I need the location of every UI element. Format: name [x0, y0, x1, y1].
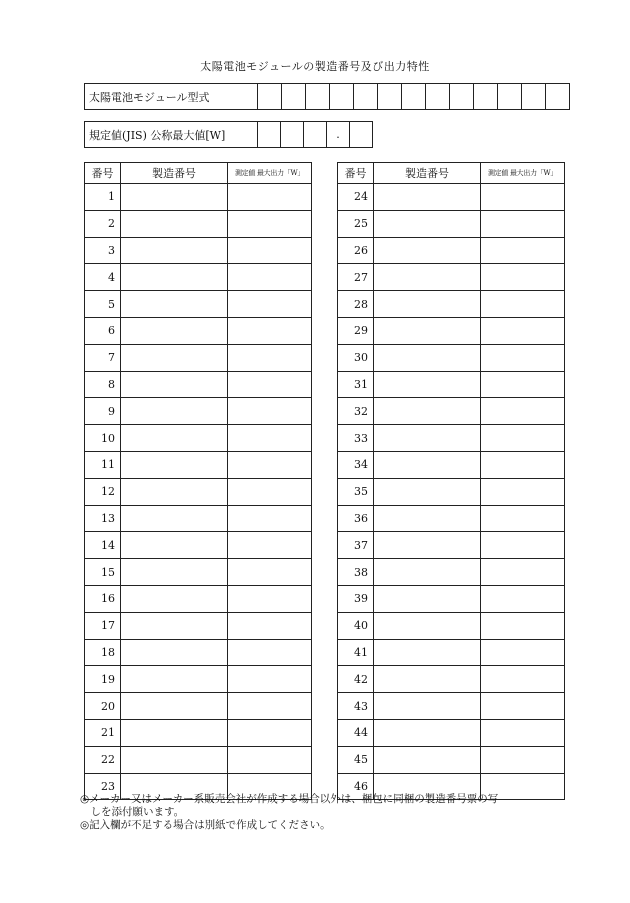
document-title: 太陽電池モジュールの製造番号及び出力特性 — [200, 60, 430, 73]
measured-power-cell[interactable] — [228, 559, 312, 586]
measured-power-cell[interactable] — [481, 478, 565, 505]
measured-power-cell[interactable] — [481, 532, 565, 559]
serial-number-cell[interactable] — [374, 532, 481, 559]
table-row — [85, 693, 312, 720]
model-char-box[interactable] — [282, 84, 306, 110]
measured-power-cell[interactable] — [481, 585, 565, 612]
module-model-table — [84, 83, 570, 110]
rated-decimal-point: . — [327, 122, 350, 148]
measured-power-cell[interactable] — [228, 585, 312, 612]
table-row — [338, 719, 565, 746]
measured-power-cell[interactable] — [228, 425, 312, 452]
row-number: 4 — [85, 264, 121, 291]
header-power: 測定値 最大出力「W」 — [228, 163, 312, 184]
table-row — [338, 291, 565, 318]
serial-number-cell[interactable] — [121, 398, 228, 425]
serial-number-cell[interactable] — [121, 184, 228, 211]
measured-power-cell[interactable] — [481, 317, 565, 344]
table-row — [85, 746, 312, 773]
serial-number-cell[interactable] — [121, 746, 228, 773]
row-number: 33 — [338, 425, 374, 452]
rated-value-label: 規定値(JIS) 公称最大値[W] — [85, 122, 258, 148]
row-number: 20 — [85, 693, 121, 720]
row-number: 12 — [85, 478, 121, 505]
table-row — [85, 317, 312, 344]
table-row — [85, 478, 312, 505]
row-number: 18 — [85, 639, 121, 666]
header-number: 番号 — [85, 163, 121, 184]
serial-number-cell[interactable] — [374, 398, 481, 425]
serial-number-cell[interactable] — [374, 478, 481, 505]
serial-number-cell[interactable] — [374, 505, 481, 532]
row-number: 30 — [338, 344, 374, 371]
model-char-box[interactable] — [498, 84, 522, 110]
row-number: 11 — [85, 451, 121, 478]
row-number: 2 — [85, 210, 121, 237]
row-number: 43 — [338, 693, 374, 720]
row-number: 25 — [338, 210, 374, 237]
serial-number-cell[interactable] — [121, 210, 228, 237]
row-number: 46 — [338, 773, 374, 800]
model-char-box[interactable] — [354, 84, 378, 110]
row-number: 17 — [85, 612, 121, 639]
row-number: 44 — [338, 719, 374, 746]
model-char-box[interactable] — [402, 84, 426, 110]
header-serial: 製造番号 — [374, 163, 481, 184]
measured-power-cell[interactable] — [228, 451, 312, 478]
row-number: 32 — [338, 398, 374, 425]
serial-number-cell[interactable] — [374, 559, 481, 586]
serial-number-cell[interactable] — [121, 478, 228, 505]
measured-power-cell[interactable] — [481, 184, 565, 211]
table-row — [85, 559, 312, 586]
row-number: 23 — [85, 773, 121, 800]
table-row — [85, 425, 312, 452]
row-number: 7 — [85, 344, 121, 371]
row-number: 3 — [85, 237, 121, 264]
table-row — [85, 532, 312, 559]
measured-power-cell[interactable] — [481, 210, 565, 237]
row-number: 6 — [85, 317, 121, 344]
serial-number-cell[interactable] — [374, 746, 481, 773]
table-row — [85, 264, 312, 291]
table-row — [85, 210, 312, 237]
table-row — [338, 746, 565, 773]
rated-value-table — [84, 121, 373, 148]
measured-power-cell[interactable] — [228, 666, 312, 693]
serial-number-cell[interactable] — [374, 371, 481, 398]
serial-number-cell[interactable] — [374, 666, 481, 693]
serial-number-cell[interactable] — [121, 317, 228, 344]
table-row — [338, 693, 565, 720]
row-number: 28 — [338, 291, 374, 318]
table-row — [85, 398, 312, 425]
serial-number-cell[interactable] — [121, 451, 228, 478]
table-row — [338, 559, 565, 586]
measured-power-cell[interactable] — [481, 693, 565, 720]
serial-number-cell[interactable] — [374, 612, 481, 639]
rated-digit-box[interactable] — [258, 122, 281, 148]
measured-power-cell[interactable] — [228, 184, 312, 211]
table-row — [338, 478, 565, 505]
measured-power-cell[interactable] — [481, 425, 565, 452]
serial-number-cell[interactable] — [374, 291, 481, 318]
measured-power-cell[interactable] — [481, 505, 565, 532]
note-line: しを添付願います。 — [80, 806, 185, 818]
measured-power-cell[interactable] — [481, 291, 565, 318]
serial-number-cell[interactable] — [374, 693, 481, 720]
measured-power-cell[interactable] — [228, 532, 312, 559]
measured-power-cell[interactable] — [228, 371, 312, 398]
serial-number-cell[interactable] — [121, 585, 228, 612]
row-number: 22 — [85, 746, 121, 773]
serial-number-cell[interactable] — [374, 344, 481, 371]
serial-number-cell[interactable] — [121, 344, 228, 371]
serial-number-cell[interactable] — [374, 585, 481, 612]
measured-power-cell[interactable] — [228, 719, 312, 746]
table-row — [338, 451, 565, 478]
model-char-box[interactable] — [474, 84, 498, 110]
table-row — [85, 666, 312, 693]
serial-number-cell[interactable] — [374, 264, 481, 291]
rated-digit-box[interactable] — [350, 122, 373, 148]
table-row — [85, 639, 312, 666]
measured-power-cell[interactable] — [228, 746, 312, 773]
serial-number-cell[interactable] — [374, 210, 481, 237]
table-row — [85, 585, 312, 612]
model-char-box[interactable] — [258, 84, 282, 110]
note-line: ◎メーカー又はメーカー系販売会社が作成する場合以外は、梱包に同梱の製造番号票の写 — [80, 793, 499, 805]
serial-number-cell[interactable] — [121, 291, 228, 318]
row-number: 16 — [85, 585, 121, 612]
measured-power-cell[interactable] — [481, 451, 565, 478]
serial-number-cell[interactable] — [374, 317, 481, 344]
table-row — [85, 505, 312, 532]
row-number: 35 — [338, 478, 374, 505]
row-number: 26 — [338, 237, 374, 264]
table-row — [85, 344, 312, 371]
measured-power-cell[interactable] — [228, 612, 312, 639]
header-number: 番号 — [338, 163, 374, 184]
serial-number-cell[interactable] — [374, 451, 481, 478]
measured-power-cell[interactable] — [228, 505, 312, 532]
serial-number-cell[interactable] — [121, 666, 228, 693]
measured-power-cell[interactable] — [481, 264, 565, 291]
measured-power-cell[interactable] — [481, 371, 565, 398]
row-number: 14 — [85, 532, 121, 559]
rated-digit-box[interactable] — [281, 122, 304, 148]
model-char-box[interactable] — [330, 84, 354, 110]
row-number: 15 — [85, 559, 121, 586]
row-number: 8 — [85, 371, 121, 398]
serial-number-cell[interactable] — [374, 639, 481, 666]
row-number: 42 — [338, 666, 374, 693]
model-char-box[interactable] — [378, 84, 402, 110]
table-row — [338, 237, 565, 264]
table-row — [338, 612, 565, 639]
table-row — [338, 344, 565, 371]
serial-table-left — [84, 162, 312, 800]
serial-number-cell[interactable] — [121, 505, 228, 532]
serial-number-cell[interactable] — [121, 371, 228, 398]
row-number: 21 — [85, 719, 121, 746]
serial-number-cell[interactable] — [121, 719, 228, 746]
measured-power-cell[interactable] — [481, 344, 565, 371]
serial-number-cell[interactable] — [374, 719, 481, 746]
serial-number-cell[interactable] — [121, 693, 228, 720]
table-row — [338, 210, 565, 237]
table-row — [338, 184, 565, 211]
serial-number-cell[interactable] — [121, 612, 228, 639]
row-number: 5 — [85, 291, 121, 318]
row-number: 34 — [338, 451, 374, 478]
header-serial: 製造番号 — [121, 163, 228, 184]
row-number: 41 — [338, 639, 374, 666]
row-number: 38 — [338, 559, 374, 586]
row-number: 39 — [338, 585, 374, 612]
note-line: ◎記入欄が不足する場合は別紙で作成してください。 — [80, 819, 331, 831]
table-row — [338, 666, 565, 693]
serial-number-cell[interactable] — [121, 532, 228, 559]
serial-number-cell[interactable] — [121, 425, 228, 452]
measured-power-cell[interactable] — [481, 666, 565, 693]
table-row — [338, 398, 565, 425]
measured-power-cell[interactable] — [228, 317, 312, 344]
serial-table-right — [337, 162, 565, 800]
row-number: 13 — [85, 505, 121, 532]
table-row — [85, 612, 312, 639]
measured-power-cell[interactable] — [481, 639, 565, 666]
model-char-box[interactable] — [426, 84, 450, 110]
measured-power-cell[interactable] — [228, 639, 312, 666]
measured-power-cell[interactable] — [481, 746, 565, 773]
table-row — [85, 184, 312, 211]
model-char-box[interactable] — [450, 84, 474, 110]
header-power: 測定値 最大出力「W」 — [481, 163, 565, 184]
row-number: 40 — [338, 612, 374, 639]
row-number: 19 — [85, 666, 121, 693]
measured-power-cell[interactable] — [228, 237, 312, 264]
measured-power-cell[interactable] — [228, 398, 312, 425]
table-row — [85, 371, 312, 398]
serial-number-cell[interactable] — [121, 264, 228, 291]
measured-power-cell[interactable] — [228, 291, 312, 318]
table-row — [85, 237, 312, 264]
row-number: 9 — [85, 398, 121, 425]
measured-power-cell[interactable] — [228, 264, 312, 291]
module-model-label: 太陽電池モジュール型式 — [85, 84, 258, 110]
row-number: 10 — [85, 425, 121, 452]
row-number: 31 — [338, 371, 374, 398]
row-number: 37 — [338, 532, 374, 559]
serial-number-cell[interactable] — [374, 237, 481, 264]
table-row — [338, 317, 565, 344]
row-number: 29 — [338, 317, 374, 344]
measured-power-cell[interactable] — [228, 478, 312, 505]
row-number: 36 — [338, 505, 374, 532]
row-number: 27 — [338, 264, 374, 291]
table-row — [338, 585, 565, 612]
serial-number-cell[interactable] — [374, 184, 481, 211]
measured-power-cell[interactable] — [481, 559, 565, 586]
row-number: 1 — [85, 184, 121, 211]
measured-power-cell[interactable] — [481, 398, 565, 425]
measured-power-cell[interactable] — [228, 344, 312, 371]
measured-power-cell[interactable] — [481, 612, 565, 639]
serial-number-cell[interactable] — [121, 639, 228, 666]
model-char-box[interactable] — [522, 84, 546, 110]
table-row — [338, 639, 565, 666]
serial-number-cell[interactable] — [374, 425, 481, 452]
model-char-box[interactable] — [306, 84, 330, 110]
table-row — [338, 264, 565, 291]
measured-power-cell[interactable] — [228, 693, 312, 720]
measured-power-cell[interactable] — [228, 210, 312, 237]
notes — [80, 793, 498, 832]
model-char-box[interactable] — [546, 84, 570, 110]
measured-power-cell[interactable] — [481, 237, 565, 264]
rated-digit-box[interactable] — [304, 122, 327, 148]
row-number: 45 — [338, 746, 374, 773]
table-row — [338, 532, 565, 559]
table-row — [338, 505, 565, 532]
serial-number-cell[interactable] — [121, 237, 228, 264]
measured-power-cell[interactable] — [481, 719, 565, 746]
table-row — [85, 719, 312, 746]
serial-number-cell[interactable] — [121, 559, 228, 586]
table-row — [85, 451, 312, 478]
table-row — [85, 291, 312, 318]
table-row — [338, 371, 565, 398]
row-number: 24 — [338, 184, 374, 211]
table-row — [338, 425, 565, 452]
